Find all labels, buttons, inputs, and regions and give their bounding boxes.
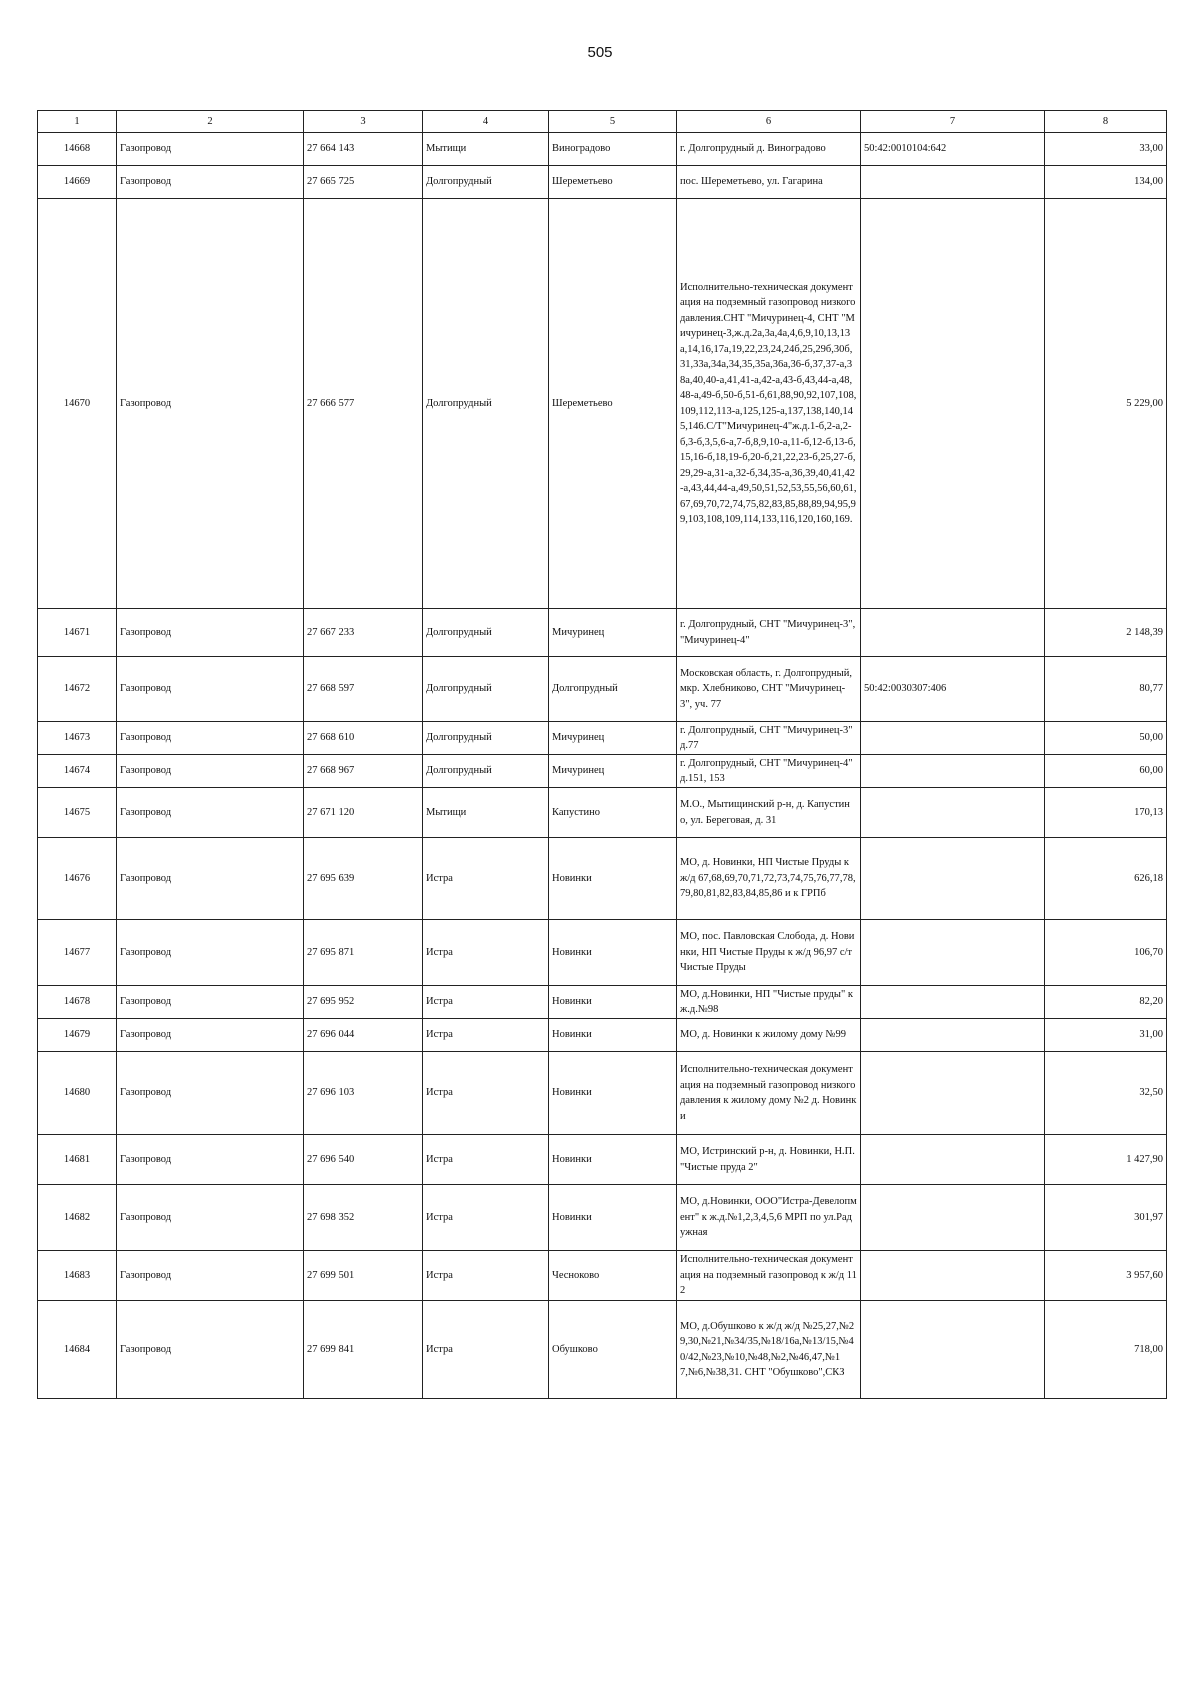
object-code: 27 696 540 (304, 1135, 423, 1185)
row-number: 14683 (38, 1251, 117, 1301)
object-type: Газопровод (117, 838, 304, 920)
address: г. Долгопрудный д. Виноградово (677, 133, 861, 166)
table-row (38, 1052, 1167, 1135)
row-number: 14679 (38, 1019, 117, 1052)
district: Долгопрудный (423, 755, 549, 788)
cadastral-number (861, 838, 1045, 920)
table-row (38, 609, 1167, 657)
locality: Мичуринец (549, 609, 677, 657)
length-value: 33,00 (1045, 133, 1167, 166)
object-code: 27 696 044 (304, 1019, 423, 1052)
row-number: 14669 (38, 166, 117, 199)
table-row (38, 1251, 1167, 1301)
table-row (38, 755, 1167, 788)
object-type: Газопровод (117, 986, 304, 1019)
object-code: 27 698 352 (304, 1185, 423, 1251)
length-value: 31,00 (1045, 1019, 1167, 1052)
object-code: 27 668 597 (304, 657, 423, 722)
locality: Шереметьево (549, 199, 677, 609)
table-row (38, 166, 1167, 199)
cadastral-number (861, 1301, 1045, 1399)
locality: Новинки (549, 1052, 677, 1135)
column-header: 5 (549, 111, 677, 133)
district: Истра (423, 838, 549, 920)
length-value: 134,00 (1045, 166, 1167, 199)
district: Истра (423, 1019, 549, 1052)
district: Истра (423, 1251, 549, 1301)
table-row (38, 920, 1167, 986)
row-number: 14684 (38, 1301, 117, 1399)
table-row (38, 1301, 1167, 1399)
column-header: 2 (117, 111, 304, 133)
row-number: 14681 (38, 1135, 117, 1185)
table-row (38, 1135, 1167, 1185)
column-header: 7 (861, 111, 1045, 133)
address: г. Долгопрудный, СНТ "Мичуринец-4" д.151, 153 (677, 755, 861, 788)
length-value: 32,50 (1045, 1052, 1167, 1135)
object-code: 27 666 577 (304, 199, 423, 609)
district: Истра (423, 1052, 549, 1135)
table-row (38, 788, 1167, 838)
object-type: Газопровод (117, 609, 304, 657)
object-type: Газопровод (117, 133, 304, 166)
object-type: Газопровод (117, 1301, 304, 1399)
district: Истра (423, 1135, 549, 1185)
page-number: 505 (587, 44, 613, 61)
address: МО, д.Обушково к ж/д ж/д №25,27,№29,30,№21,№34/35,№18/16а,№13/15,№40/42,№23,№10,№48,№2,№46,47,№17,№6,№38,31. СНТ "Обушково",СКЗ (677, 1301, 861, 1399)
table-row (38, 986, 1167, 1019)
object-type: Газопровод (117, 1019, 304, 1052)
object-type: Газопровод (117, 1135, 304, 1185)
address: МО, д.Новинки, НП "Чистые пруды" к ж.д.№98 (677, 986, 861, 1019)
object-type: Газопровод (117, 1052, 304, 1135)
column-header: 1 (38, 111, 117, 133)
address: Московская область, г. Долгопрудный, мкр. Хлебниково, СНТ "Мичуринец-3", уч. 77 (677, 657, 861, 722)
object-code: 27 695 639 (304, 838, 423, 920)
address: г. Долгопрудный, СНТ "Мичуринец-3" д.77 (677, 722, 861, 755)
object-type: Газопровод (117, 755, 304, 788)
address: МО, Истринский р-н, д. Новинки, Н.П. "Чистые пруда 2" (677, 1135, 861, 1185)
table-row (38, 657, 1167, 722)
locality: Виноградово (549, 133, 677, 166)
district: Мытищи (423, 788, 549, 838)
row-number: 14668 (38, 133, 117, 166)
length-value: 170,13 (1045, 788, 1167, 838)
object-code: 27 671 120 (304, 788, 423, 838)
object-type: Газопровод (117, 657, 304, 722)
locality: Новинки (549, 1019, 677, 1052)
length-value: 718,00 (1045, 1301, 1167, 1399)
cadastral-number (861, 1052, 1045, 1135)
object-type: Газопровод (117, 788, 304, 838)
district: Истра (423, 1301, 549, 1399)
table-row (38, 1185, 1167, 1251)
length-value: 5 229,00 (1045, 199, 1167, 609)
table-row (38, 722, 1167, 755)
row-number: 14680 (38, 1052, 117, 1135)
object-type: Газопровод (117, 199, 304, 609)
column-header: 4 (423, 111, 549, 133)
object-code: 27 695 952 (304, 986, 423, 1019)
district: Истра (423, 920, 549, 986)
locality: Мичуринец (549, 755, 677, 788)
address: МО, д.Новинки, ООО"Истра-Девелопмент" к ж.д.№1,2,3,4,5,6 МРП по ул.Радужная (677, 1185, 861, 1251)
row-number: 14682 (38, 1185, 117, 1251)
cadastral-number: 50:42:0010104:642 (861, 133, 1045, 166)
cadastral-number (861, 1019, 1045, 1052)
locality: Новинки (549, 1135, 677, 1185)
cadastral-number: 50:42:0030307:406 (861, 657, 1045, 722)
table-row (38, 133, 1167, 166)
row-number: 14671 (38, 609, 117, 657)
address: МО, д. Новинки, НП Чистые Пруды к ж/д 67,68,69,70,71,72,73,74,75,76,77,78,79,80,81,82,83,84,85,86 и к ГРПб (677, 838, 861, 920)
object-type: Газопровод (117, 722, 304, 755)
length-value: 106,70 (1045, 920, 1167, 986)
table-header-row (38, 111, 1167, 133)
length-value: 60,00 (1045, 755, 1167, 788)
cadastral-number (861, 166, 1045, 199)
object-code: 27 668 967 (304, 755, 423, 788)
locality: Новинки (549, 920, 677, 986)
object-code: 27 695 871 (304, 920, 423, 986)
district: Истра (423, 1185, 549, 1251)
address: Исполнительно-техническая документация на подземный газопровод к ж/д 112 (677, 1251, 861, 1301)
registry-table (37, 110, 1167, 1399)
district: Долгопрудный (423, 166, 549, 199)
column-header: 6 (677, 111, 861, 133)
length-value: 82,20 (1045, 986, 1167, 1019)
length-value: 301,97 (1045, 1185, 1167, 1251)
object-code: 27 668 610 (304, 722, 423, 755)
object-code: 27 699 841 (304, 1301, 423, 1399)
locality: Долгопрудный (549, 657, 677, 722)
cadastral-number (861, 199, 1045, 609)
length-value: 50,00 (1045, 722, 1167, 755)
locality: Капустино (549, 788, 677, 838)
row-number: 14676 (38, 838, 117, 920)
locality: Обушково (549, 1301, 677, 1399)
row-number: 14678 (38, 986, 117, 1019)
row-number: 14673 (38, 722, 117, 755)
row-number: 14677 (38, 920, 117, 986)
length-value: 2 148,39 (1045, 609, 1167, 657)
object-type: Газопровод (117, 1185, 304, 1251)
row-number: 14674 (38, 755, 117, 788)
column-header: 3 (304, 111, 423, 133)
table-row (38, 1019, 1167, 1052)
cadastral-number (861, 609, 1045, 657)
cadastral-number (861, 788, 1045, 838)
address: г. Долгопрудный, СНТ "Мичуринец-3", "Мичуринец-4" (677, 609, 861, 657)
cadastral-number (861, 1251, 1045, 1301)
locality: Новинки (549, 1185, 677, 1251)
table-row (38, 838, 1167, 920)
row-number: 14672 (38, 657, 117, 722)
cadastral-number (861, 722, 1045, 755)
row-number: 14675 (38, 788, 117, 838)
table-row (38, 199, 1167, 609)
object-type: Газопровод (117, 1251, 304, 1301)
district: Мытищи (423, 133, 549, 166)
locality: Шереметьево (549, 166, 677, 199)
object-code: 27 667 233 (304, 609, 423, 657)
district: Долгопрудный (423, 609, 549, 657)
district: Долгопрудный (423, 657, 549, 722)
locality: Чесноково (549, 1251, 677, 1301)
address: Исполнительно-техническая документация на подземный газопровод низкого давления к жилому дому №2 д. Новинки (677, 1052, 861, 1135)
length-value: 3 957,60 (1045, 1251, 1167, 1301)
locality: Новинки (549, 838, 677, 920)
address: Исполнительно-техническая документация на подземный газопровод низкого давления.СНТ "Мичуринец-4, СНТ "Мичуринец-3,ж.д.2а,3а,4а,4,6,9,10,13,13а,14,16,17а,19,22,23,24,24б,25,29б,30б,31,33а,34а,34,35,35а,36а,36-б,37,37-а,38а,40,40-а,41,41-а,42-а,43-б,43,44-а,48,48-а,49-б,50-б,51-б,61,88,90,92,107,108,109,112,113-а,125,125-а,137,138,140,145,146.С/Т"Мичуринец-4"ж.д.1-б,2-а,2-б,3-б,3,5,6-а,7-б,8,9,10-а,11-б,12-б,13-б,15,16-б,18,19-б,20-б,21,22,23-б,25,27-б,29,29-а,31-а,32-б,34,35-а,36,39,40,41,42-а,43,44,44-а,49,50,51,52,53,55,56,60,61,67,69,70,72,74,75,82,83,85,88,89,94,95,99,103,108,109,114,133,116,120,160,169. (677, 199, 861, 609)
object-code: 27 696 103 (304, 1052, 423, 1135)
object-code: 27 664 143 (304, 133, 423, 166)
length-value: 80,77 (1045, 657, 1167, 722)
address: МО, пос. Павловская Слобода, д. Новинки, НП Чистые Пруды к ж/д 96,97 с/т Чистые Пруды (677, 920, 861, 986)
cadastral-number (861, 986, 1045, 1019)
cadastral-number (861, 1185, 1045, 1251)
cadastral-number (861, 920, 1045, 986)
object-type: Газопровод (117, 166, 304, 199)
object-code: 27 699 501 (304, 1251, 423, 1301)
district: Истра (423, 986, 549, 1019)
address: МО, д. Новинки к жилому дому №99 (677, 1019, 861, 1052)
length-value: 1 427,90 (1045, 1135, 1167, 1185)
length-value: 626,18 (1045, 838, 1167, 920)
address: пос. Шереметьево, ул. Гагарина (677, 166, 861, 199)
object-type: Газопровод (117, 920, 304, 986)
cadastral-number (861, 755, 1045, 788)
locality: Мичуринец (549, 722, 677, 755)
row-number: 14670 (38, 199, 117, 609)
district: Долгопрудный (423, 199, 549, 609)
address: М.О., Мытищинский р-н, д. Капустино, ул. Береговая, д. 31 (677, 788, 861, 838)
object-code: 27 665 725 (304, 166, 423, 199)
cadastral-number (861, 1135, 1045, 1185)
district: Долгопрудный (423, 722, 549, 755)
locality: Новинки (549, 986, 677, 1019)
column-header: 8 (1045, 111, 1167, 133)
